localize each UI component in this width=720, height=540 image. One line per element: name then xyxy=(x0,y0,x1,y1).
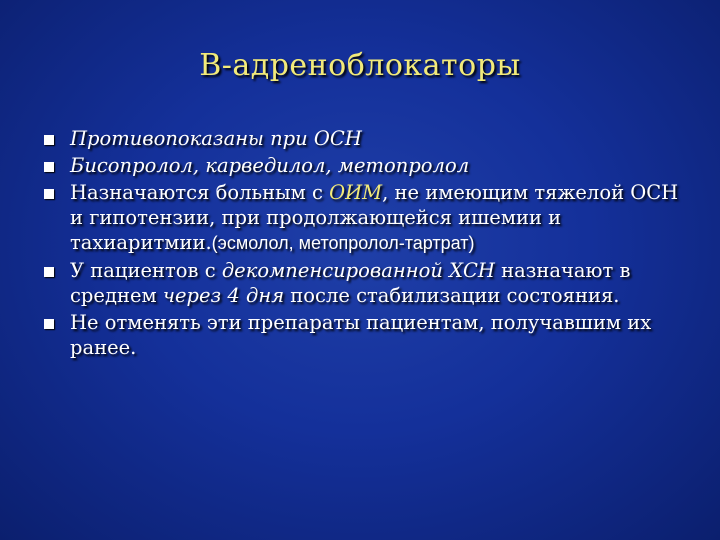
square-bullet-icon xyxy=(44,135,54,145)
bullet-item-indications xyxy=(44,180,694,256)
italic-term: декомпенсированной ХСН xyxy=(221,259,495,282)
square-bullet-icon xyxy=(44,189,54,199)
bullet-list xyxy=(44,126,694,362)
square-bullet-icon xyxy=(44,319,54,329)
highlight-term: ОИМ xyxy=(329,181,383,204)
square-bullet-icon xyxy=(44,267,54,277)
bullet-text-part: Назначаются больным с xyxy=(70,181,330,204)
italic-term: через 4 дня xyxy=(162,284,285,307)
bullet-item-chf xyxy=(44,258,694,308)
bullet-item-contraindications xyxy=(44,126,694,151)
bullet-item-drugs xyxy=(44,153,694,178)
bullet-text: Противопоказаны при ОСН xyxy=(70,127,362,150)
bullet-text-part: после стабилизации состояния. xyxy=(284,284,620,307)
square-bullet-icon xyxy=(44,162,54,172)
bullet-text xyxy=(70,180,694,256)
bullet-item-no-withdrawal xyxy=(44,310,694,360)
bullet-text: Бисопролол, карведилол, метопролол xyxy=(70,154,470,177)
bullet-text xyxy=(70,258,694,308)
bullet-text-part: назначают в среднем xyxy=(70,259,631,307)
slide-title: В-адреноблокаторы xyxy=(199,48,521,83)
bullet-text-part: , не имеющим тяжелой ОСН и гипотензии, при продолжающейся ишемии и тахиаритмии. xyxy=(70,181,679,254)
bullet-text-part: У пациентов с xyxy=(70,259,222,282)
bullet-text: Не отменять эти препараты пациентам, получавшим их ранее. xyxy=(70,311,652,359)
drug-examples: (эсмолол, метопролол-тартрат) xyxy=(211,233,475,253)
